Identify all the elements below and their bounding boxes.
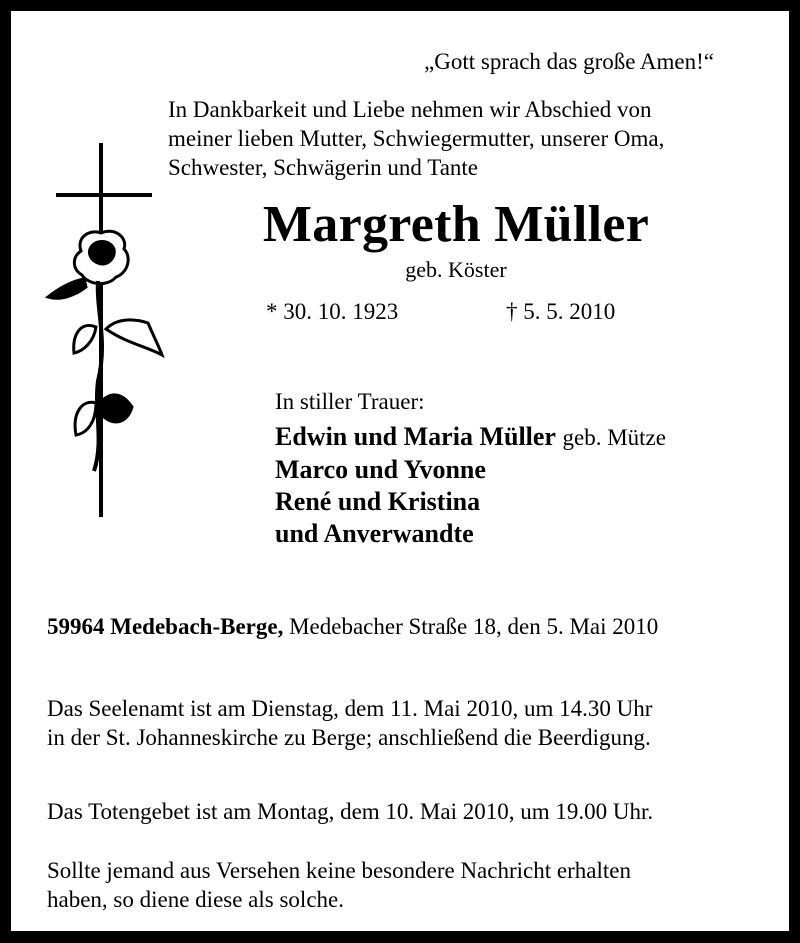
requiem-info [47, 694, 652, 752]
mourning-label: In stiller Trauer: [275, 389, 425, 414]
intro-line: meiner lieben Mutter, Schwiegermutter, unserer Oma, [168, 126, 665, 151]
intro-line: Schwester, Schwägerin und Tante [168, 155, 479, 180]
requiem-line: Das Seelenamt ist am Dienstag, dem 11. Mai 2010, um 14.30 Uhr [47, 696, 653, 721]
closing-line: Sollte jemand aus Versehen keine besondere Nachricht erhalten [47, 858, 631, 883]
closing-note [47, 856, 631, 914]
prayer-info: Das Totengebet ist am Montag, dem 10. Mai 2010, um 19.00 Uhr. [47, 799, 654, 824]
place-town: 59964 Medebach-Berge, [47, 614, 284, 639]
death-date: † 5. 5. 2010 [506, 299, 616, 324]
maiden-name: geb. Köster [405, 257, 507, 282]
requiem-line: in der St. Johanneskirche zu Berge; anschließend die Beerdigung. [47, 725, 651, 750]
place-address: Medebacher Straße 18, den 5. Mai 2010 [283, 614, 659, 639]
obituary-notice [11, 11, 789, 931]
mourner-name: Edwin und Maria Müller [275, 422, 556, 451]
mourner-entry [275, 421, 666, 454]
mourner-note: geb. Mütze [562, 425, 666, 450]
mourner-entry [275, 454, 666, 486]
closing-line: haben, so diene diese als solche. [47, 887, 344, 912]
deceased-name: Margreth Müller [262, 196, 650, 253]
mourners-list [275, 421, 666, 550]
mourner-entry [275, 518, 666, 550]
mourner-name: René und Kristina [275, 487, 481, 516]
birth-date: * 30. 10. 1923 [266, 299, 399, 324]
mourner-entry [275, 486, 666, 518]
mourner-name: und Anverwandte [275, 519, 474, 548]
intro-text [168, 95, 664, 182]
motto-quote: „Gott sprach das große Amen!“ [424, 49, 714, 74]
intro-line: In Dankbarkeit und Liebe nehmen wir Abschied von [168, 97, 652, 122]
mourner-name: Marco und Yvonne [275, 455, 486, 484]
place-and-date [47, 614, 658, 640]
